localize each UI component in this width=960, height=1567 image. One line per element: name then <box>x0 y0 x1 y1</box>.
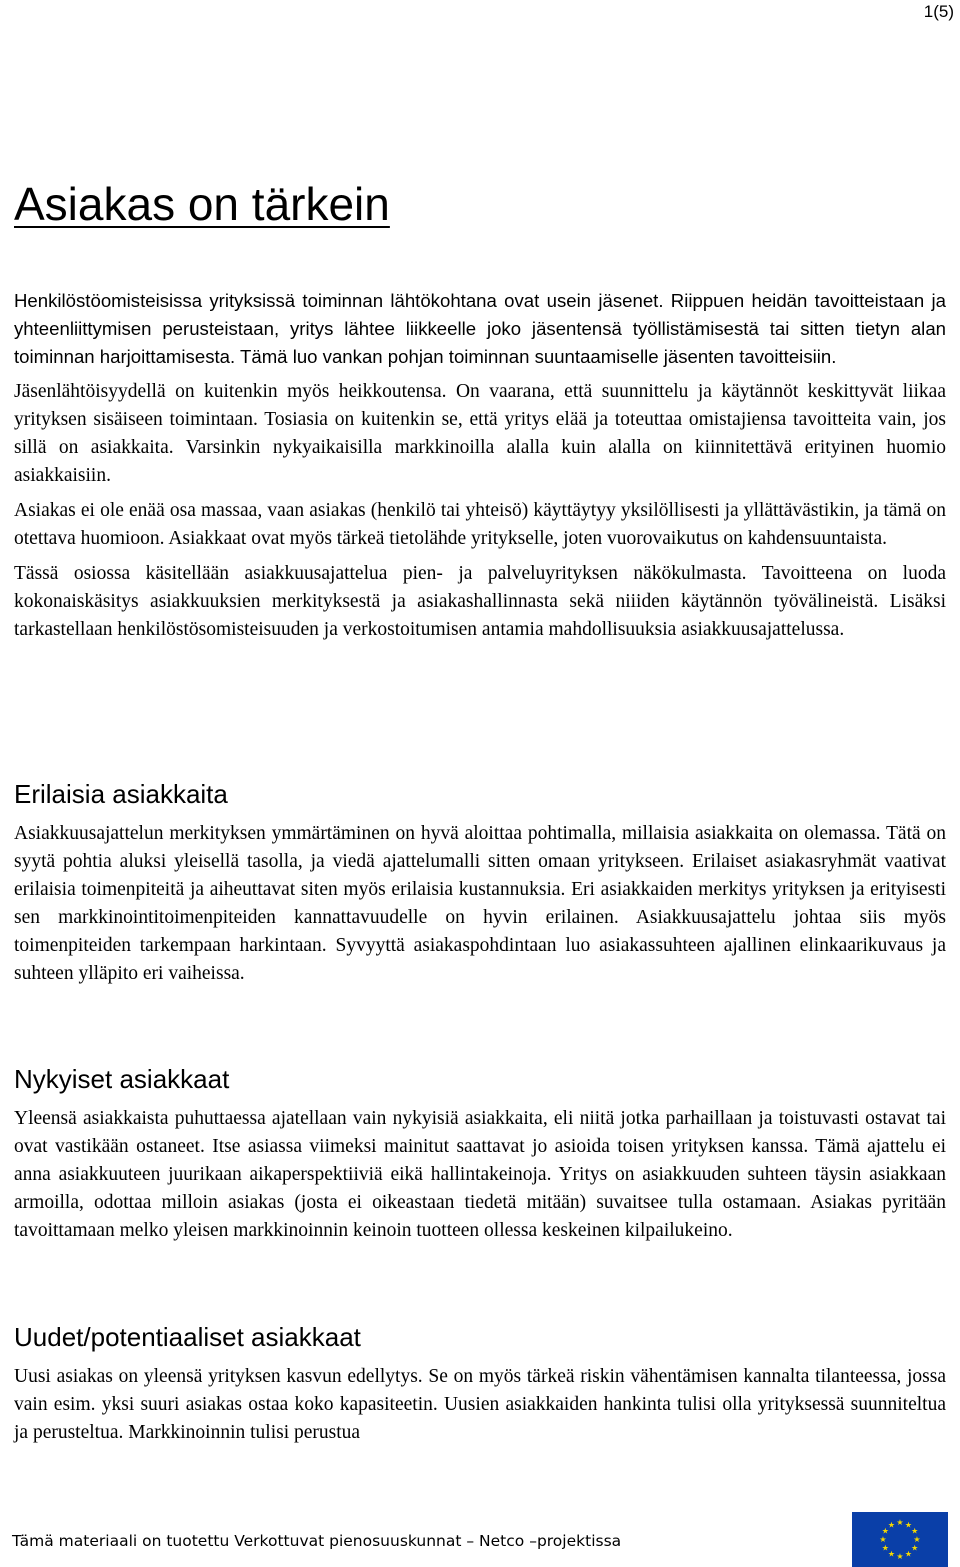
eu-star-icon: ★ <box>887 1549 896 1559</box>
eu-star-icon: ★ <box>911 1543 919 1553</box>
eu-star-icon: ★ <box>879 1535 887 1544</box>
eu-star-icon: ★ <box>904 1520 913 1530</box>
eu-star-icon: ★ <box>913 1535 921 1544</box>
page-title: Asiakas on tärkein <box>14 178 390 230</box>
eu-star-icon: ★ <box>911 1526 919 1536</box>
section-text: Yleensä asiakkaista puhuttaessa ajatellaan vain nykyisiä asiakkaita, eli niitä jotka parhaillaan ja toistuvasti ostavat tai ovat vastikään ostaneet. Itse asiassa viimeksi mainitut saattavat jo asioida toisen yrityksen kanssa. Tämä ajattelu ei anna asiakkuuteen juurikaan aikaperspektiiviä eikä hallintakeinoja. Yritys on asiakkuuden suhteen täysin asiakkaan armoilla, odottaa milloin asiakas (josta ei oikeastaan tiedetä mitään) suvaitsee tulla ostamaan. Asiakas pyritään tavoittamaan melko yleisen markkinoinnin keinoin tuotteen ollessa keskeinen kilpailukeino. <box>14 1108 946 1241</box>
section-text: Uusi asiakas on yleensä yrityksen kasvun edellytys. Se on myös tärkeä riskin vähentämisen kannalta tilanteessa, jossa vain esim. yksi suuri asiakas ostaa koko kapasiteetin. Uusien asiakkaiden hankinta tulisi olla yrityksessä suunniteltua ja perusteltua. Markkinoinnin tulisi perustua <box>14 1366 946 1443</box>
section-uudet-asiakkaat <box>14 1321 946 1454</box>
footer-text: Tämä materiaali on tuotettu Verkottuvat pienosuuskunnat – Netco –projektissa <box>12 1532 622 1550</box>
eu-star-icon: ★ <box>881 1543 889 1553</box>
eu-star-icon: ★ <box>904 1549 913 1559</box>
section-heading: Erilaisia asiakkaita <box>14 779 228 809</box>
intro-paragraph-2: Jäsenlähtöisyydellä on kuitenkin myös heikkoutensa. On vaarana, että suunnittelu ja käytännöt keskittyvät liikaa yrityksen sisäiseen toimintaan. Tosiasia on kuitenkin se, että yritys elää ja toteuttaa omistajiensa tavoitteita vain, jos sillä on asiakkaita. Varsinkin nykyaikaisilla markkinoilla alalla kuin alalla on kiinnitettävä erityinen huomio asiakkaisiin. <box>14 381 946 486</box>
eu-star-icon: ★ <box>896 1552 904 1561</box>
intro-paragraph-4: Tässä osiossa käsitellään asiakkuusajattelua pien- ja palveluyrityksen näkökulmasta. Tavoitteena on luoda kokonaiskäsitys asiakkuuksien merkityksestä ja asiakashallinnasta sekä niiiden käytännön työvälineistä. Lisäksi tarkastellaan henkilöstösomisteisuuden ja verkostoitumisen antamia mahdollisuuksia asiakkuusajattelussa. <box>14 563 946 640</box>
section-heading: Nykyiset asiakkaat <box>14 1064 230 1094</box>
eu-flag-icon <box>852 1512 948 1567</box>
eu-star-icon: ★ <box>887 1520 896 1530</box>
section-erilaisia-asiakkaita <box>14 778 946 995</box>
intro-paragraph-1: Henkilöstöomisteisissa yrityksissä toiminnan lähtökohtana ovat usein jäsenet. Riippuen heidän tavoitteistaan ja yhteenliittymisen perusteistaan, yritys lähtee liikkeelle joko jäsentensä työllistämisestä tai sitten tietyn alan toiminnan harjoittamisesta. Tämä luo vankan pohjan toiminnan suuntaamiselle jäsenten tavoitteisiin. <box>14 290 946 367</box>
intro-paragraph-3: Asiakas ei ole enää osa massaa, vaan asiakas (henkilö tai yhteisö) käyttäytyy yksilöllisesti ja yllättävästikin, ja tämä on otettava huomioon. Asiakkaat ovat myös tärkeä tietolähde yritykselle, joten vuorovaikutus on kahdensuuntaista. <box>14 500 946 549</box>
section-text: Asiakkuusajattelun merkityksen ymmärtäminen on hyvä aloittaa pohtimalla, millaisia asiakkaita on olemassa. Tätä on syytä pohtia aluksi yleisellä tasolla, ja viedä ajattelumalli sitten omaan yritykseen. Erilaiset asiakasryhmät vaativat erilaisia toimenpiteitä ja aiheuttavat siten myös erilaisia kustannuksia. Eri asiakkaiden merkitys yrityksen ja erityisesti sen markkinointitoimenpiteiden kannattavuudelle on hyvin erilainen. Asiakkuusajattelu johtaa siis myös toimenpiteiden tarkempaan harkintaan. Syvyyttä asiakaspohdintaan luo asiakassuhteen ajallinen elinkaarikuvaus ja suhteen ylläpito eri vaiheissa. <box>14 823 946 984</box>
eu-star-icon: ★ <box>896 1518 904 1527</box>
intro-section <box>14 287 946 651</box>
section-nykyiset-asiakkaat <box>14 1063 946 1252</box>
page-number: 1(5) <box>923 2 954 21</box>
eu-star-icon: ★ <box>881 1526 889 1536</box>
section-heading: Uudet/potentiaaliset asiakkaat <box>14 1322 361 1352</box>
